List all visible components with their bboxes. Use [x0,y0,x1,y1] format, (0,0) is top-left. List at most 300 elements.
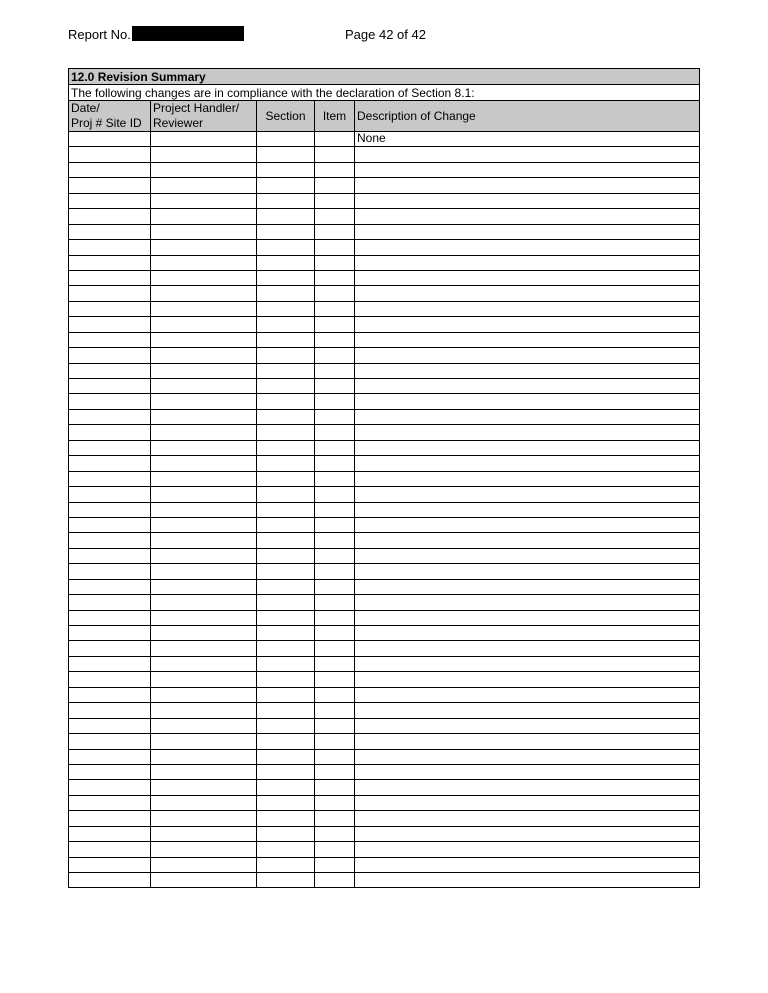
table-cell [355,811,700,826]
table-cell [257,780,315,795]
table-cell [257,255,315,270]
table-cell [315,487,355,502]
table-cell [257,533,315,548]
table-cell [355,672,700,687]
table-cell [355,363,700,378]
table-cell [257,224,315,239]
table-cell [355,317,700,332]
table-cell [315,332,355,347]
table-cell [355,270,700,285]
table-row [69,209,700,224]
table-cell [355,286,700,301]
table-cell [151,780,257,795]
table-cell [257,764,315,779]
table-cell [315,548,355,563]
table-cell [257,147,315,162]
table-cell [151,842,257,857]
table-cell [315,379,355,394]
table-cell [257,579,315,594]
table-cell [315,286,355,301]
table-cell [151,193,257,208]
table-cell: None [355,132,700,147]
table-cell [315,718,355,733]
table-cell [257,517,315,532]
table-cell [257,502,315,517]
table-cell [69,826,151,841]
table-cell [257,162,315,177]
table-cell [315,795,355,810]
table-cell [69,703,151,718]
table-cell [69,687,151,702]
table-cell [69,409,151,424]
table-cell [69,286,151,301]
table-cell [355,842,700,857]
table-cell [315,626,355,641]
table-cell [257,394,315,409]
table-cell [315,595,355,610]
table-cell [69,440,151,455]
table-cell [69,517,151,532]
table-cell [315,224,355,239]
table-row [69,147,700,162]
table-cell [151,734,257,749]
table-row [69,409,700,424]
table-cell [355,409,700,424]
table-row [69,301,700,316]
table-cell [69,795,151,810]
table-cell [151,240,257,255]
table-row [69,533,700,548]
table-cell [69,780,151,795]
table-cell [355,440,700,455]
table-cell [69,240,151,255]
table-cell [315,749,355,764]
table-cell [257,873,315,888]
table-cell [151,270,257,285]
table-cell [315,517,355,532]
table-intro: The following changes are in compliance with the declaration of Section 8.1: [69,85,700,101]
table-cell [69,626,151,641]
table-cell [355,595,700,610]
table-row [69,564,700,579]
table-cell [355,734,700,749]
table-cell [151,687,257,702]
table-cell [315,641,355,656]
table-cell [69,548,151,563]
report-number-redaction [132,26,244,41]
table-cell [69,502,151,517]
table-cell [151,548,257,563]
table-row [69,656,700,671]
table-row [69,641,700,656]
table-cell [315,456,355,471]
table-cell [151,363,257,378]
table-cell [257,332,315,347]
table-cell [257,811,315,826]
table-cell [315,255,355,270]
table-cell [69,595,151,610]
table-row [69,270,700,285]
table-row [69,487,700,502]
table-cell [355,857,700,872]
table-cell [355,610,700,625]
table-cell [257,857,315,872]
table-cell [355,718,700,733]
table-cell [257,826,315,841]
table-cell [151,255,257,270]
table-cell [257,363,315,378]
table-cell [151,317,257,332]
table-row [69,394,700,409]
table-cell [69,317,151,332]
table-cell [151,795,257,810]
table-cell [355,795,700,810]
table-cell [151,425,257,440]
table-row [69,193,700,208]
table-cell [151,873,257,888]
table-cell [69,579,151,594]
table-cell [257,193,315,208]
table-cell [151,440,257,455]
table-cell [355,255,700,270]
table-row [69,425,700,440]
table-cell [69,363,151,378]
table-cell [315,656,355,671]
table-cell [355,471,700,486]
table-cell [355,548,700,563]
table-cell [257,641,315,656]
table-cell [69,132,151,147]
table-row [69,734,700,749]
table-cell [69,734,151,749]
table-cell [69,147,151,162]
table-row [69,224,700,239]
table-cell [315,610,355,625]
table-cell [151,409,257,424]
table-row [69,286,700,301]
table-cell [355,826,700,841]
column-header-project-handler: Project Handler/ Reviewer [151,101,257,132]
table-cell [355,626,700,641]
table-cell [69,255,151,270]
table-cell [315,826,355,841]
table-cell [151,178,257,193]
report-number-label: Report No. [68,27,131,42]
table-row [69,626,700,641]
table-cell [355,379,700,394]
table-cell [69,857,151,872]
table-cell [69,533,151,548]
table-cell [257,610,315,625]
table-cell [315,270,355,285]
table-cell [69,873,151,888]
table-cell [355,224,700,239]
table-cell [355,178,700,193]
table-cell [151,209,257,224]
table-cell [355,564,700,579]
table-cell [355,193,700,208]
table-cell [69,749,151,764]
table-cell [69,610,151,625]
table-cell [69,348,151,363]
table-cell [355,780,700,795]
table-cell [69,270,151,285]
table-cell [151,502,257,517]
table-intro-row [69,85,700,101]
table-cell [257,795,315,810]
table-cell [69,162,151,177]
table-cell [151,147,257,162]
table-cell [151,749,257,764]
table-cell [315,579,355,594]
table-cell [257,317,315,332]
table-row [69,548,700,563]
table-cell [315,780,355,795]
table-row [69,502,700,517]
table-row [69,826,700,841]
table-cell [315,764,355,779]
table-row [69,780,700,795]
table-cell [69,425,151,440]
table-cell [69,811,151,826]
table-cell [69,394,151,409]
table-cell [257,718,315,733]
table-cell [355,240,700,255]
table-cell [355,425,700,440]
table-cell [315,533,355,548]
table-cell [151,301,257,316]
table-cell [151,394,257,409]
table-cell [151,517,257,532]
table-cell [69,332,151,347]
table-cell [69,764,151,779]
table-cell [151,656,257,671]
table-row [69,672,700,687]
table-cell [315,703,355,718]
table-cell [151,595,257,610]
table-cell [69,487,151,502]
table-cell [257,132,315,147]
table-cell [151,672,257,687]
table-title: 12.0 Revision Summary [69,69,700,85]
table-cell [315,409,355,424]
table-cell [355,703,700,718]
table-row [69,718,700,733]
table-cell [151,379,257,394]
table-cell [315,687,355,702]
table-cell [257,548,315,563]
table-cell [257,703,315,718]
table-row [69,811,700,826]
table-cell [257,734,315,749]
column-header-item: Item [315,101,355,132]
table-cell [355,579,700,594]
table-cell [355,147,700,162]
table-cell [315,502,355,517]
table-cell [151,857,257,872]
table-cell [257,409,315,424]
table-cell [315,440,355,455]
table-cell [69,842,151,857]
table-cell [151,456,257,471]
table-row [69,579,700,594]
table-row [69,379,700,394]
table-cell [257,456,315,471]
table-cell [151,332,257,347]
table-cell [315,240,355,255]
table-cell [69,672,151,687]
table-cell [151,610,257,625]
table-cell [257,425,315,440]
revision-summary-table [68,68,700,888]
table-cell [257,595,315,610]
table-cell [315,132,355,147]
table-cell [257,842,315,857]
table-row [69,764,700,779]
column-header-date: Date/ Proj # Site ID [69,101,151,132]
table-cell [257,178,315,193]
table-cell [151,162,257,177]
column-header-description: Description of Change [355,101,700,132]
table-cell [257,270,315,285]
table-cell [355,533,700,548]
table-row [69,348,700,363]
table-cell [355,394,700,409]
table-cell [151,826,257,841]
table-row [69,842,700,857]
table-cell [315,178,355,193]
table-cell [315,209,355,224]
table-cell [69,718,151,733]
table-row [69,749,700,764]
table-cell [257,687,315,702]
table-cell [69,564,151,579]
table-cell [69,656,151,671]
table-cell [355,749,700,764]
table-cell [315,147,355,162]
table-row [69,517,700,532]
table-cell [151,564,257,579]
table-cell [69,193,151,208]
table-cell [151,764,257,779]
table-cell [257,626,315,641]
table-cell [69,641,151,656]
table-cell [315,348,355,363]
table-cell [257,240,315,255]
table-row [69,471,700,486]
page-number: Page 42 of 42 [345,27,426,42]
table-row [69,240,700,255]
table-cell [151,533,257,548]
table-cell [257,487,315,502]
table-cell [315,842,355,857]
table-cell [151,641,257,656]
table-cell [355,656,700,671]
table-row [69,317,700,332]
table-cell [257,379,315,394]
table-row [69,873,700,888]
table-cell [69,456,151,471]
table-cell [151,487,257,502]
table-row [69,857,700,872]
column-header-section: Section [257,101,315,132]
table-cell [151,286,257,301]
table-cell [355,209,700,224]
table-cell [151,471,257,486]
table-row [69,610,700,625]
table-cell [257,286,315,301]
table-row [69,178,700,193]
table-cell [315,471,355,486]
table-cell [315,193,355,208]
table-cell [355,873,700,888]
table-cell [257,209,315,224]
table-row [69,132,700,147]
table-cell [315,873,355,888]
table-cell [151,703,257,718]
table-row [69,795,700,810]
table-cell [355,348,700,363]
table-cell [315,162,355,177]
table-row [69,595,700,610]
table-cell [257,348,315,363]
table-row [69,440,700,455]
table-cell [355,502,700,517]
table-cell [355,162,700,177]
table-cell [355,764,700,779]
table-cell [69,224,151,239]
table-cell [151,626,257,641]
table-cell [69,178,151,193]
table-row [69,255,700,270]
table-cell [69,379,151,394]
table-cell [257,471,315,486]
table-row [69,456,700,471]
table-row [69,703,700,718]
table-cell [151,132,257,147]
table-row [69,332,700,347]
column-header-row [69,101,700,132]
table-cell [355,641,700,656]
table-cell [315,857,355,872]
table-cell [355,687,700,702]
table-cell [315,734,355,749]
table-cell [355,487,700,502]
table-cell [257,656,315,671]
table-cell [315,672,355,687]
table-cell [355,301,700,316]
table-cell [257,440,315,455]
table-cell [151,811,257,826]
table-cell [69,471,151,486]
table-cell [315,317,355,332]
table-cell [151,579,257,594]
table-row [69,162,700,177]
table-cell [315,394,355,409]
table-cell [257,749,315,764]
table-cell [151,348,257,363]
table-row [69,687,700,702]
table-cell [315,564,355,579]
table-cell [315,425,355,440]
table-cell [355,456,700,471]
table-title-row [69,69,700,85]
table-row [69,363,700,378]
table-cell [257,672,315,687]
table-cell [151,224,257,239]
table-cell [151,718,257,733]
table-cell [257,564,315,579]
